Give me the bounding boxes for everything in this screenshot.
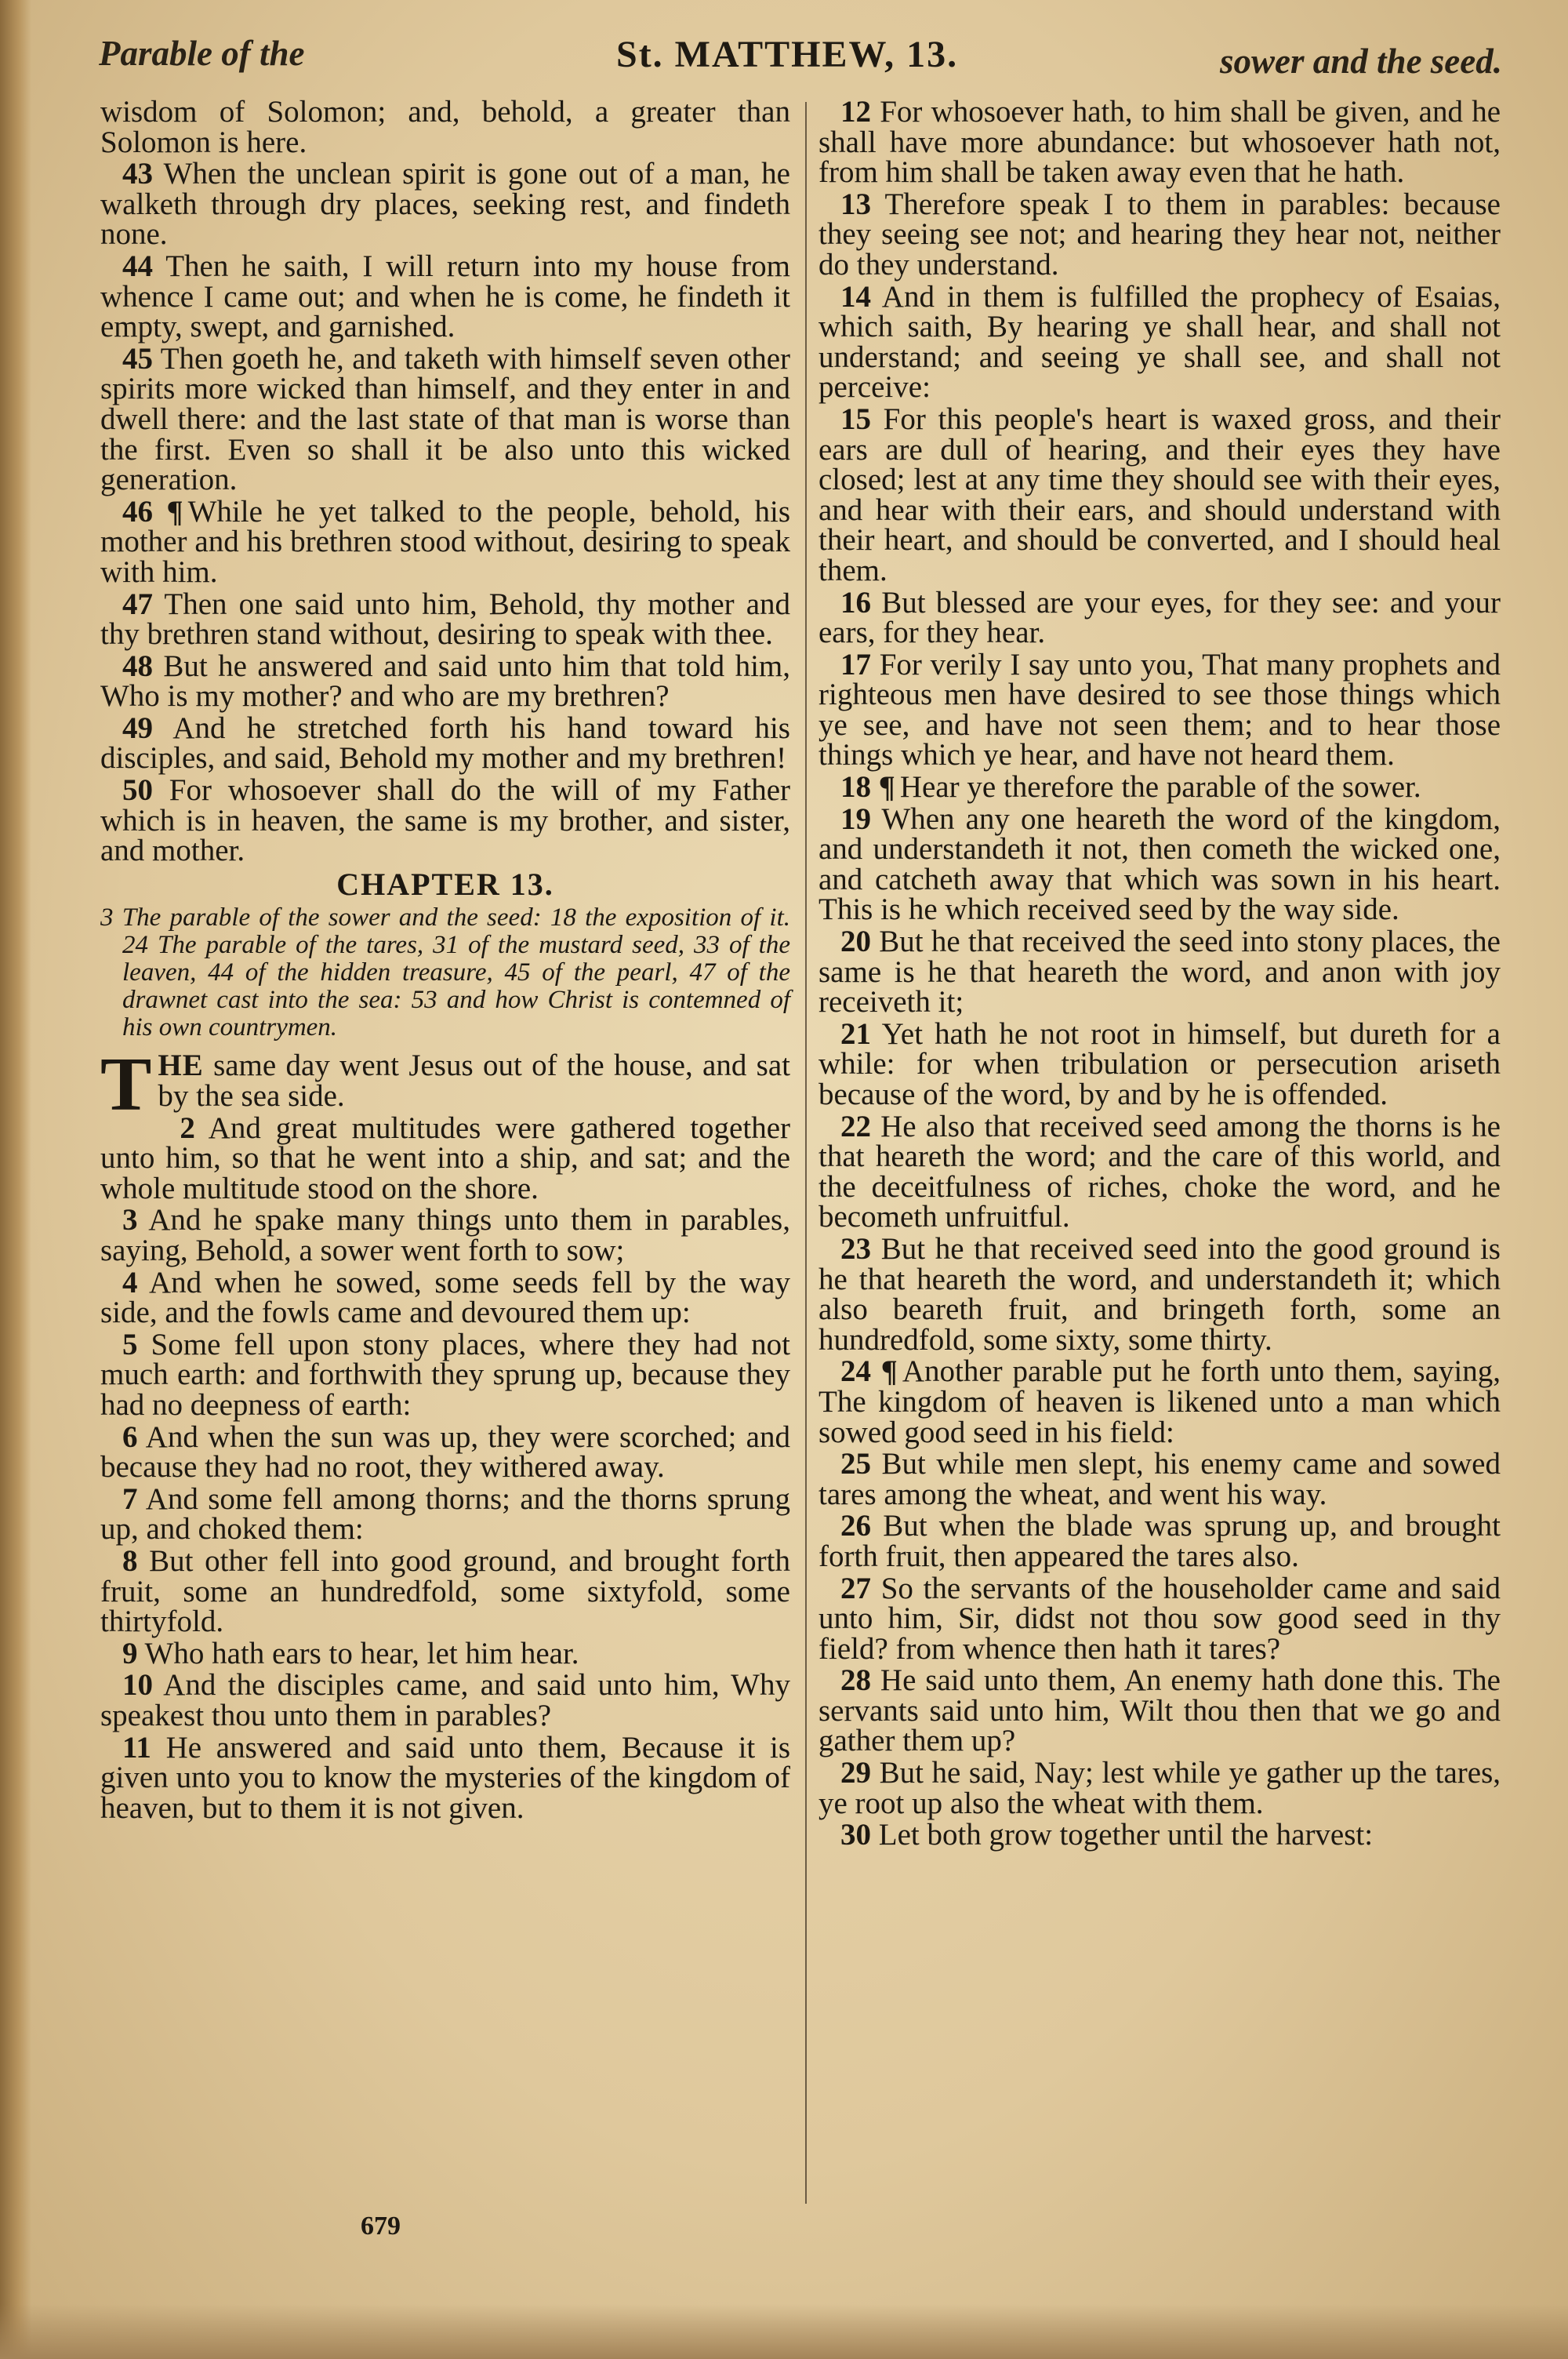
verse-17 [818, 647, 1501, 772]
verse-text: But other fell into good ground, and brought forth fruit, some an hundredfold, some sixtyfold, some thirtyfold. [100, 1543, 790, 1639]
verse-text: And when the sun was up, they were scorched; and because they had no root, they withered away. [100, 1419, 790, 1485]
verse-text: Another parable put he forth unto them, saying, The kingdom of heaven is likened unto a man which sowed good seed in his field: [818, 1354, 1501, 1449]
verse-text: But when the blade was sprung up, and brought forth fruit, then appeared the tares also. [818, 1509, 1501, 1573]
verse-1-text: same day went Jesus out of the house, and sat by the sea side. [158, 1049, 790, 1114]
verse-text: He also that received seed among the thorns is he that heareth the word; and the care of this world, and the deceitfulness of riches, choke the word, and he becometh unfruitful. [818, 1109, 1501, 1234]
verse-24 [818, 1354, 1501, 1449]
verse-number: 10 [122, 1668, 153, 1703]
chapter-title: CHAPTER 13. [336, 866, 554, 902]
verse-text: For whosoever shall do the will of my Father which is in heaven, the same is my brother, and sister, and mother. [100, 773, 791, 868]
verse-28 [818, 1663, 1501, 1758]
verse-45 [100, 341, 790, 497]
verse-3 [100, 1205, 790, 1266]
drop-cap: T [100, 1042, 152, 1128]
right-column [818, 97, 1501, 1852]
verse-number: 14 [840, 279, 871, 314]
verse-text: And great multitudes were gathered together unto him, so that he went into a ship, and sat; and the whole multitude stood on the shore. [100, 1110, 790, 1205]
verse-8 [100, 1543, 790, 1639]
verse-20 [818, 927, 1501, 1018]
verse-text: For whosoever hath, to him shall be given, and he shall have more abundance: but whosoever hath not, from him shall be taken away even that he hath. [818, 95, 1501, 190]
column-divider [805, 102, 807, 2204]
verse-49 [100, 711, 790, 776]
verse-text: Then he saith, I will return into my house from whence I came out; and when he is come, he findeth it empty, swept, and garnished. [100, 249, 791, 344]
verse-number: 44 [122, 249, 153, 283]
verse-23 [818, 1231, 1501, 1357]
verse-25 [818, 1449, 1501, 1510]
verse-number: 7 [122, 1481, 138, 1516]
verse-22 [818, 1109, 1501, 1234]
running-head-right: sower and the seed. [1220, 42, 1502, 81]
verse-text: While he yet talked to the people, behold, his mother and his brethren stood without, desiring to speak with him. [100, 494, 791, 589]
verse-text: When any one heareth the word of the kingdom, and understandeth it not, then cometh the wicked one, and catcheth away that which was sown in his heart. This is he which received seed by the way side. [818, 801, 1501, 927]
chapter-summary: 3 The parable of the sower and the seed: 18 the exposition of it. 24 The parable of the tares, 31 of the mustard seed, 33 of the leaven, 44 of the hidden treasure, 45 of the pearl, 47 of the drawnet cast into the sea: 53 and how Christ is contemned of his own countrymen. [100, 903, 790, 1042]
verse-19 [818, 801, 1501, 927]
verse-14 [818, 279, 1501, 405]
running-head-left: Parable of the [99, 34, 305, 73]
verse-47 [100, 587, 791, 652]
verse-text: Hear ye therefore the parable of the sower. [899, 770, 1421, 805]
chapter-12-ending [100, 97, 790, 867]
verse-number: 27 [840, 1571, 871, 1605]
verse-number: 9 [122, 1636, 138, 1670]
verse-4 [100, 1265, 790, 1330]
running-head [99, 33, 1502, 80]
verse-18 [818, 772, 1501, 803]
verse-7 [100, 1481, 790, 1547]
verse-2 [100, 1110, 790, 1205]
verse-21 [818, 1016, 1501, 1111]
verse-text: Some fell upon stony places, where they had not much earth: and forthwith they sprung up, because they had no deepness of earth: [100, 1327, 790, 1422]
verse-27 [818, 1571, 1501, 1666]
verse-text: Then one said unto him, Behold, thy mother and thy brethren stand without, desiring to speak with thee. [100, 587, 791, 652]
verse-text: And in them is fulfilled the prophecy of Esaias, which saith, By hearing ye shall hear, and shall not understand; and seeing ye shall see, and shall not perceive: [818, 279, 1501, 405]
pilcrow-mark: ¶ [166, 494, 183, 529]
left-column [100, 97, 790, 1825]
verse-number: 2 [180, 1110, 195, 1145]
verse-number: 17 [840, 647, 871, 682]
verse-number: 15 [840, 402, 871, 436]
verse-text: And some fell among thorns; and the thorns sprung up, and choked them: [100, 1481, 790, 1547]
verse-text: Therefore speak I to them in parables: because they seeing see not; and hearing they hear not, neither do they understand. [818, 187, 1501, 282]
verse-number: 16 [840, 585, 871, 620]
verse-29 [818, 1758, 1501, 1819]
verse-text: He said unto them, An enemy hath done this. The servants said unto him, Wilt thou then that we go and gather them up? [818, 1663, 1501, 1758]
verse-text: But he said, Nay; lest while ye gather up the tares, ye root up also the wheat with them. [818, 1756, 1501, 1820]
verse-number: 12 [840, 95, 871, 129]
verse-text: For this people's heart is waxed gross, and their ears are dull of hearing, and their eyes they have closed; lest at any time they should see with their eyes, and hear with their ears, and should understand with their heart, and should be converted, and I should heal them. [818, 402, 1501, 587]
verse-number: 18 [840, 770, 871, 805]
verse-text: When the unclean spirit is gone out of a man, he walketh through dry places, seeking rest, and findeth none. [100, 157, 790, 252]
verse-number: 3 [122, 1203, 138, 1238]
verse-number: 19 [840, 801, 871, 836]
running-head-center: St. MATTHEW, 13. [616, 34, 959, 75]
verse-text: But he answered and said unto him that told him, Who is my mother? and who are my brethren? [100, 649, 790, 714]
verse-number: 8 [122, 1543, 138, 1578]
verse-number: 26 [840, 1509, 871, 1543]
verse-number: 6 [122, 1419, 138, 1454]
chapter-13-right-verses [818, 97, 1501, 1851]
verse-10 [100, 1670, 790, 1731]
verse-11 [100, 1730, 791, 1825]
verse-9 [100, 1636, 790, 1670]
verse-number: 13 [840, 187, 871, 221]
verse-48 [100, 649, 790, 714]
verse-number: 11 [122, 1730, 151, 1765]
pilcrow-mark: ¶ [878, 770, 895, 805]
verse-text: Yet hath he not root in himself, but dureth for a while: for when tribulation or persecution ariseth because of the word, by and by he is offended. [818, 1016, 1501, 1111]
verse-text: wisdom of Solomon; and, behold, a greater than Solomon is here. [100, 95, 790, 159]
verse-26 [818, 1511, 1501, 1572]
verse-text: And he stretched forth his hand toward his disciples, and said, Behold my mother and my brethren! [100, 711, 790, 776]
verse-continuation [100, 97, 790, 158]
verse-number: 46 [122, 494, 153, 529]
verse-number: 4 [122, 1265, 138, 1299]
verse-number: 50 [122, 773, 153, 808]
verse-number: 30 [840, 1818, 871, 1852]
verse-text: Let both grow together until the harvest: [878, 1818, 1374, 1852]
verse-number: 47 [122, 587, 153, 621]
verse-text: And he spake many things unto them in parables, saying, Behold, a sower went forth to sow; [100, 1203, 790, 1267]
verse-number: 45 [122, 341, 153, 376]
verse-16 [818, 585, 1501, 650]
verse-text: So the servants of the householder came and said unto him, Sir, didst not thou sow good seed in thy field? from whence then hath it tares? [818, 1571, 1501, 1666]
pilcrow-mark: ¶ [880, 1354, 898, 1389]
verse-number: 5 [122, 1327, 138, 1361]
verse-number: 28 [840, 1663, 871, 1698]
verse-number: 20 [840, 925, 871, 959]
verse-15 [818, 402, 1501, 587]
page-number: 679 [361, 2212, 401, 2241]
verse-number: 23 [840, 1231, 871, 1266]
verse-number: 21 [840, 1016, 871, 1051]
verse-44 [100, 249, 791, 344]
verse-text: For verily I say unto you, That many prophets and righteous men have desired to see those things which ye see, and have not seen them; and to hear those things which ye hear, and have not heard them. [818, 647, 1501, 772]
page-bottom-shadow [0, 2304, 1568, 2359]
verse-30 [818, 1820, 1501, 1851]
verse-text: Then goeth he, and taketh with himself seven other spirits more wicked than himself, and they enter in and dwell there: and the last state of that man is worse than the first. Even so shall it be also unto this wicked generation. [100, 341, 790, 497]
verse-number: 25 [840, 1447, 871, 1481]
verse-text: But he that received the seed into stony places, the same is he that heareth the word, and anon with joy receiveth it; [818, 925, 1501, 1020]
chapter-13-left-verses [100, 1110, 791, 1825]
verse-13 [818, 187, 1501, 282]
verse-text: Who hath ears to hear, let him hear. [144, 1636, 579, 1670]
verse-43 [100, 159, 790, 250]
verse-46 [100, 494, 791, 589]
verse-text: But blessed are your eyes, for they see: and your ears, for they hear. [818, 585, 1501, 650]
verse-50 [100, 773, 791, 868]
verse-12 [818, 97, 1501, 188]
verse-5 [100, 1327, 790, 1422]
first-word-caps: HE [158, 1049, 204, 1083]
verse-text: But while men slept, his enemy came and sowed tares among the wheat, and went his way. [818, 1447, 1501, 1511]
verse-text: And the disciples came, and said unto him, Why speakest thou unto them in parables? [100, 1668, 790, 1732]
verse-text: But he that received seed into the good ground is he that heareth the word, and understandeth it; which also beareth fruit, and bringeth forth, some an hundredfold, some sixty, some thirty. [818, 1231, 1501, 1357]
page-spine-shadow [0, 0, 31, 2359]
verse-text: He answered and said unto them, Because it is given unto you to know the mysteries of the kingdom of heaven, but to them it is not given. [100, 1730, 791, 1825]
verse-number: 49 [122, 711, 153, 745]
verse-text: And when he sowed, some seeds fell by the way side, and the fowls came and devoured them up: [100, 1265, 790, 1330]
verse-number: 29 [840, 1756, 871, 1790]
verse-number: 43 [122, 157, 153, 191]
verse-1 [100, 1042, 790, 1128]
verse-number: 22 [840, 1109, 871, 1143]
verse-6 [100, 1419, 790, 1485]
verse-number: 24 [840, 1354, 871, 1389]
verse-number: 48 [122, 649, 153, 683]
